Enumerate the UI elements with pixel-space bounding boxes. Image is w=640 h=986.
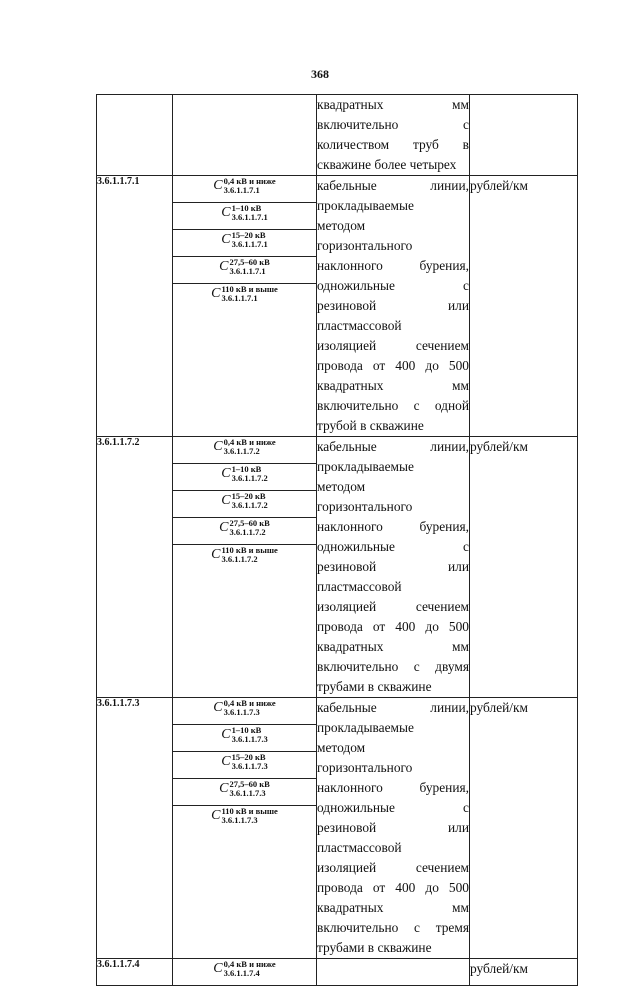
description-word: квадратных bbox=[317, 639, 384, 654]
description-line bbox=[317, 296, 469, 316]
description-word: или bbox=[447, 820, 469, 835]
description-word: бурения, bbox=[419, 258, 469, 273]
description-word: прокладываемые bbox=[317, 459, 414, 474]
formula-subcell bbox=[173, 203, 316, 230]
description-word: с bbox=[414, 920, 420, 935]
formula-cell bbox=[173, 95, 317, 176]
description-line bbox=[317, 216, 469, 236]
formula-letter: C bbox=[211, 286, 221, 301]
description-word: методом bbox=[317, 218, 366, 233]
description-word: одножильные bbox=[317, 800, 395, 815]
formula-subcell bbox=[173, 959, 316, 985]
formula-letter: C bbox=[211, 808, 221, 823]
formula-scripts bbox=[224, 438, 276, 456]
formula-voltage: 15–20 кВ bbox=[231, 752, 266, 762]
description-line bbox=[317, 557, 469, 577]
description-word: резиновой bbox=[317, 559, 377, 574]
formula-index: 3.6.1.1.7.1 bbox=[231, 239, 268, 249]
description-word: 500 bbox=[448, 880, 469, 895]
formula-scripts bbox=[224, 177, 276, 195]
description-word: 500 bbox=[448, 358, 469, 373]
description-word: прокладываемые bbox=[317, 720, 414, 735]
formula-scripts bbox=[232, 231, 268, 249]
description-cell bbox=[317, 176, 470, 437]
description-line bbox=[317, 918, 469, 938]
description-word: трубами в скважине bbox=[317, 679, 432, 694]
unit-cell bbox=[470, 95, 578, 176]
rate-formula bbox=[211, 546, 278, 564]
formula-index: 3.6.1.1.7.3 bbox=[231, 761, 268, 771]
description-line bbox=[317, 698, 469, 718]
formula-letter: C bbox=[221, 232, 231, 247]
formula-voltage: 110 кВ и выше bbox=[221, 284, 278, 294]
description-line bbox=[317, 677, 469, 697]
description-word: одной bbox=[434, 398, 469, 413]
description-word: резиновой bbox=[317, 298, 377, 313]
formula-subcell bbox=[173, 230, 316, 257]
description-word: квадратных bbox=[317, 97, 384, 112]
description-line bbox=[317, 878, 469, 898]
description-line bbox=[317, 396, 469, 416]
formula-index: 3.6.1.1.7.1 bbox=[229, 266, 266, 276]
description-word: 400 bbox=[395, 880, 416, 895]
formula-voltage: 1–10 кВ bbox=[231, 203, 262, 213]
description-line bbox=[317, 236, 469, 256]
rate-formula bbox=[221, 465, 267, 483]
formula-subcell bbox=[173, 725, 316, 752]
formula-subcell bbox=[173, 464, 316, 491]
table-row bbox=[97, 95, 578, 176]
description-word: с bbox=[463, 278, 469, 293]
formula-scripts bbox=[222, 807, 278, 825]
table-row bbox=[97, 437, 578, 698]
description-line bbox=[317, 637, 469, 657]
formula-subcell bbox=[173, 752, 316, 779]
description-word: в bbox=[462, 137, 469, 152]
description-line bbox=[317, 135, 469, 155]
description-word: или bbox=[447, 298, 469, 313]
description-line bbox=[317, 718, 469, 738]
formula-letter: C bbox=[213, 700, 223, 715]
description-word: с bbox=[413, 659, 420, 674]
description-line bbox=[317, 497, 469, 517]
description-word: методом bbox=[317, 479, 366, 494]
description-line bbox=[317, 95, 469, 115]
description-line bbox=[317, 657, 469, 677]
description-word: прокладываемые bbox=[317, 198, 414, 213]
formula-voltage: 0,4 кВ и ниже bbox=[223, 176, 276, 186]
description-word: включительно bbox=[317, 659, 399, 674]
description-cell bbox=[317, 437, 470, 698]
description-word: линии, bbox=[430, 700, 469, 715]
rate-formula bbox=[221, 726, 267, 744]
formula-scripts bbox=[230, 258, 270, 276]
description-line bbox=[317, 577, 469, 597]
description-word: 500 bbox=[448, 619, 469, 634]
formula-index: 3.6.1.1.7.3 bbox=[229, 788, 266, 798]
description-word: от bbox=[372, 880, 386, 895]
description-cell bbox=[317, 698, 470, 959]
description-word: линии, bbox=[430, 439, 469, 454]
description-cell bbox=[317, 95, 470, 176]
description-word: тремя bbox=[435, 920, 469, 935]
formula-subcell bbox=[173, 176, 316, 203]
formula-scripts bbox=[222, 285, 278, 303]
formula-subcell bbox=[173, 491, 316, 518]
unit-cell: рублей/км bbox=[470, 176, 578, 437]
description-line bbox=[317, 316, 469, 336]
description-word: пластмассовой bbox=[317, 318, 402, 333]
formula-voltage: 110 кВ и выше bbox=[221, 545, 278, 555]
formula-index: 3.6.1.1.7.4 bbox=[223, 968, 260, 978]
description-word: от bbox=[372, 358, 386, 373]
formula-scripts bbox=[232, 726, 268, 744]
description-word: труб bbox=[412, 137, 439, 152]
formula-letter: C bbox=[221, 493, 231, 508]
description-line bbox=[317, 858, 469, 878]
description-word: количеством bbox=[317, 137, 390, 152]
formula-index: 3.6.1.1.7.2 bbox=[231, 473, 268, 483]
formula-subcell bbox=[173, 518, 316, 545]
description-line bbox=[317, 517, 469, 537]
formula-letter: C bbox=[219, 520, 229, 535]
description-line bbox=[317, 798, 469, 818]
description-line bbox=[317, 256, 469, 276]
description-word: включительно bbox=[317, 920, 399, 935]
description-word: пластмассовой bbox=[317, 840, 402, 855]
formula-index: 3.6.1.1.7.1 bbox=[231, 212, 268, 222]
formula-voltage: 27,5–60 кВ bbox=[229, 257, 270, 267]
description-word: резиновой bbox=[317, 820, 377, 835]
description-word: сечением bbox=[415, 338, 469, 353]
description-line bbox=[317, 155, 469, 175]
description-word: кабельные bbox=[317, 700, 377, 715]
description-word: наклонного bbox=[317, 258, 383, 273]
description-word: с bbox=[463, 539, 469, 554]
description-word: с bbox=[463, 117, 469, 132]
formula-index: 3.6.1.1.7.2 bbox=[223, 446, 260, 456]
table-row bbox=[97, 698, 578, 959]
description-word: бурения, bbox=[419, 780, 469, 795]
formula-scripts bbox=[224, 699, 276, 717]
description-word: до bbox=[425, 880, 439, 895]
description-line bbox=[317, 437, 469, 457]
description-word: наклонного bbox=[317, 519, 383, 534]
code-cell: 3.6.1.1.7.1 bbox=[97, 176, 173, 437]
description-word: изоляцией bbox=[317, 860, 377, 875]
formula-voltage: 15–20 кВ bbox=[231, 230, 266, 240]
description-word: 400 bbox=[395, 358, 416, 373]
formula-subcell bbox=[173, 806, 316, 832]
description-word: методом bbox=[317, 740, 366, 755]
formula-voltage: 27,5–60 кВ bbox=[229, 518, 270, 528]
formula-voltage: 0,4 кВ и ниже bbox=[223, 959, 276, 969]
formula-letter: C bbox=[211, 547, 221, 562]
formula-voltage: 1–10 кВ bbox=[231, 464, 262, 474]
description-word: горизонтального bbox=[317, 238, 413, 253]
rate-formula bbox=[219, 780, 270, 798]
formula-letter: C bbox=[213, 439, 223, 454]
formula-index: 3.6.1.1.7.1 bbox=[221, 293, 258, 303]
description-line bbox=[317, 115, 469, 135]
rate-formula bbox=[213, 960, 275, 978]
formula-subcell bbox=[173, 284, 316, 310]
rate-formula bbox=[213, 177, 275, 195]
formula-voltage: 110 кВ и выше bbox=[221, 806, 278, 816]
page-number: 368 bbox=[311, 67, 329, 81]
description-line bbox=[317, 938, 469, 958]
rate-formula bbox=[219, 519, 270, 537]
formula-index: 3.6.1.1.7.3 bbox=[223, 707, 260, 717]
formula-cell bbox=[173, 698, 317, 959]
description-cell bbox=[317, 959, 470, 986]
formula-scripts bbox=[224, 960, 276, 978]
description-line bbox=[317, 617, 469, 637]
formula-index: 3.6.1.1.7.2 bbox=[221, 554, 258, 564]
formula-scripts bbox=[232, 492, 268, 510]
formula-letter: C bbox=[219, 781, 229, 796]
description-line bbox=[317, 376, 469, 396]
description-line bbox=[317, 838, 469, 858]
formula-letter: C bbox=[213, 178, 223, 193]
description-word: до bbox=[425, 619, 439, 634]
description-line bbox=[317, 336, 469, 356]
description-line bbox=[317, 196, 469, 216]
description-word: мм bbox=[452, 97, 469, 112]
description-line bbox=[317, 738, 469, 758]
table-row bbox=[97, 176, 578, 437]
description-word: одножильные bbox=[317, 278, 395, 293]
description-word: сечением bbox=[415, 599, 469, 614]
description-word: мм bbox=[452, 639, 469, 654]
description-word: изоляцией bbox=[317, 599, 377, 614]
description-word: бурения, bbox=[419, 519, 469, 534]
formula-subcell bbox=[173, 257, 316, 284]
formula-voltage: 27,5–60 кВ bbox=[229, 779, 270, 789]
description-word: включительно bbox=[317, 117, 399, 132]
description-word: квадратных bbox=[317, 900, 384, 915]
formula-subcell bbox=[173, 437, 316, 464]
formula-index: 3.6.1.1.7.1 bbox=[223, 185, 260, 195]
description-word: горизонтального bbox=[317, 499, 413, 514]
table-row bbox=[97, 959, 578, 986]
description-word: трубами в скважине bbox=[317, 940, 432, 955]
tariff-table bbox=[96, 94, 578, 986]
description-word: провода bbox=[317, 880, 363, 895]
description-line bbox=[317, 818, 469, 838]
description-word: сечением bbox=[415, 860, 469, 875]
description-word: провода bbox=[317, 358, 363, 373]
description-line bbox=[317, 457, 469, 477]
code-cell: 3.6.1.1.7.3 bbox=[97, 698, 173, 959]
rate-formula bbox=[219, 258, 270, 276]
description-word: пластмассовой bbox=[317, 579, 402, 594]
description-word: от bbox=[372, 619, 386, 634]
code-cell: 3.6.1.1.7.2 bbox=[97, 437, 173, 698]
formula-cell bbox=[173, 437, 317, 698]
formula-subcell bbox=[173, 779, 316, 806]
formula-letter: C bbox=[219, 259, 229, 274]
unit-cell: рублей/км bbox=[470, 437, 578, 698]
description-line bbox=[317, 778, 469, 798]
description-word: провода bbox=[317, 619, 363, 634]
formula-voltage: 0,4 кВ и ниже bbox=[223, 698, 276, 708]
formula-scripts bbox=[230, 519, 270, 537]
formula-letter: C bbox=[221, 466, 231, 481]
description-line bbox=[317, 477, 469, 497]
description-word: с bbox=[413, 398, 420, 413]
description-word: 400 bbox=[395, 619, 416, 634]
description-word: линии, bbox=[430, 178, 469, 193]
code-cell bbox=[97, 95, 173, 176]
formula-subcell bbox=[173, 698, 316, 725]
description-word: изоляцией bbox=[317, 338, 377, 353]
description-word: наклонного bbox=[317, 780, 383, 795]
rate-formula bbox=[213, 438, 275, 456]
formula-voltage: 1–10 кВ bbox=[231, 725, 262, 735]
formula-scripts bbox=[230, 780, 270, 798]
formula-cell bbox=[173, 959, 317, 986]
formula-index: 3.6.1.1.7.3 bbox=[221, 815, 258, 825]
formula-scripts bbox=[222, 546, 278, 564]
rate-formula bbox=[221, 204, 267, 222]
description-line bbox=[317, 597, 469, 617]
description-word: мм bbox=[452, 378, 469, 393]
formula-letter: C bbox=[213, 961, 223, 976]
description-word: скважине более четырех bbox=[317, 157, 457, 172]
description-line bbox=[317, 356, 469, 376]
formula-index: 3.6.1.1.7.2 bbox=[229, 527, 266, 537]
formula-index: 3.6.1.1.7.3 bbox=[231, 734, 268, 744]
rate-formula bbox=[211, 807, 278, 825]
description-word: двумя bbox=[435, 659, 469, 674]
code-cell: 3.6.1.1.7.4 bbox=[97, 959, 173, 986]
rate-formula bbox=[211, 285, 278, 303]
description-line bbox=[317, 537, 469, 557]
description-word: квадратных bbox=[317, 378, 384, 393]
formula-index: 3.6.1.1.7.2 bbox=[231, 500, 268, 510]
description-word: горизонтального bbox=[317, 760, 413, 775]
formula-letter: C bbox=[221, 205, 231, 220]
description-line bbox=[317, 416, 469, 436]
unit-cell: рублей/км bbox=[470, 959, 578, 986]
description-word: или bbox=[447, 559, 469, 574]
rate-formula bbox=[221, 492, 267, 510]
description-word: трубой в скважине bbox=[317, 418, 424, 433]
description-line bbox=[317, 276, 469, 296]
description-word: кабельные bbox=[317, 178, 377, 193]
formula-subcell bbox=[173, 545, 316, 571]
formula-voltage: 15–20 кВ bbox=[231, 491, 266, 501]
formula-letter: C bbox=[221, 727, 231, 742]
description-word: мм bbox=[452, 900, 469, 915]
formula-letter: C bbox=[221, 754, 231, 769]
description-word: включительно bbox=[317, 398, 399, 413]
description-word: с bbox=[463, 800, 469, 815]
rate-formula bbox=[221, 231, 267, 249]
formula-scripts bbox=[232, 753, 268, 771]
formula-scripts bbox=[232, 204, 268, 222]
description-word: кабельные bbox=[317, 439, 377, 454]
formula-scripts bbox=[232, 465, 268, 483]
rate-formula bbox=[221, 753, 267, 771]
description-line bbox=[317, 176, 469, 196]
formula-voltage: 0,4 кВ и ниже bbox=[223, 437, 276, 447]
description-line bbox=[317, 898, 469, 918]
description-word: до bbox=[425, 358, 439, 373]
rate-formula bbox=[213, 699, 275, 717]
unit-cell: рублей/км bbox=[470, 698, 578, 959]
description-line bbox=[317, 758, 469, 778]
description-word: одножильные bbox=[317, 539, 395, 554]
formula-cell bbox=[173, 176, 317, 437]
